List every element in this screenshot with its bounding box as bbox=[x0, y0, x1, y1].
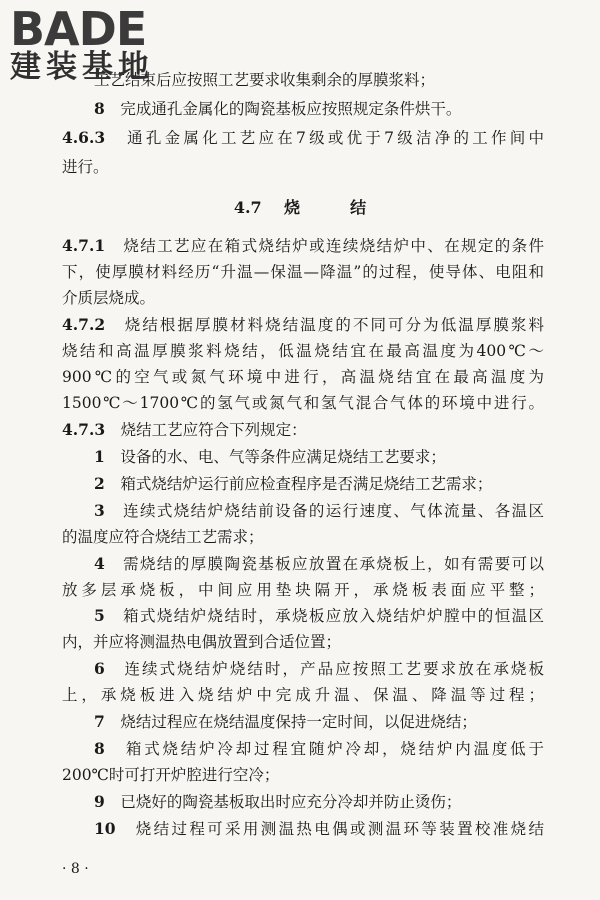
paragraph-text: 烧结过程可采用测温热电偶或测温环等装置校准烧结 bbox=[135, 820, 544, 838]
page-number: · 8 · bbox=[62, 861, 89, 877]
paragraph-text: 1500℃～1700℃的氢气或氮气和氢气混合气体的环境中进行。 bbox=[62, 394, 544, 412]
text-line bbox=[62, 632, 544, 652]
text-line bbox=[62, 447, 544, 467]
text-line bbox=[62, 157, 544, 177]
logo-wordmark: BADE bbox=[10, 2, 147, 56]
text-line bbox=[62, 739, 544, 759]
text-line bbox=[62, 315, 544, 335]
paragraph-text: 内，并应将测温热电偶放置到合适位置； bbox=[62, 633, 342, 651]
paragraph-text: 烧结工艺应在箱式烧结炉或连续烧结炉中、在规定的条件 bbox=[123, 237, 544, 255]
text-line bbox=[62, 393, 544, 413]
text-line bbox=[62, 367, 544, 387]
paragraph-text: 设备的水、电、气等条件应满足烧结工艺要求； bbox=[120, 448, 446, 466]
paragraph-text: 介质层烧成。 bbox=[62, 289, 156, 307]
paragraph-text: 烧结根据厚膜材料烧结温度的不同可分为低温厚膜浆料 bbox=[124, 316, 544, 334]
text-line bbox=[62, 685, 544, 705]
text-line bbox=[62, 765, 544, 785]
paragraph-text: 900℃的空气或氮气环境中进行，高温烧结宜在最高温度为 bbox=[62, 368, 544, 386]
text-line bbox=[62, 288, 544, 308]
paragraph-text: 通孔金属化工艺应在7级或优于7级洁净的工作间中 bbox=[127, 129, 544, 147]
section-title-part: 结 bbox=[350, 198, 367, 217]
text-line bbox=[62, 712, 544, 732]
paragraph-text: 的温度应符合烧结工艺需求； bbox=[62, 528, 264, 546]
item-number: 4 bbox=[94, 554, 105, 573]
item-number: 8 bbox=[94, 99, 105, 118]
item-number: 6 bbox=[94, 659, 105, 678]
text-line bbox=[62, 262, 544, 282]
paragraph-text: 已烧好的陶瓷基板取出时应充分冷却并防止烫伤； bbox=[120, 793, 462, 811]
item-number: 7 bbox=[94, 712, 105, 731]
clause-number: 4.7.1 bbox=[62, 236, 106, 255]
paragraph-text: 箱式烧结炉冷却过程宜随炉冷却，烧结炉内温度低于 bbox=[125, 740, 544, 758]
item-number: 5 bbox=[94, 606, 105, 625]
text-line bbox=[62, 420, 544, 440]
paragraph-text: 完成通孔金属化的陶瓷基板应按照规定条件烘干。 bbox=[120, 100, 462, 118]
paragraph-text: 连续式烧结炉烧结前设备的运行速度、气体流量、各温区 bbox=[123, 502, 544, 520]
text-line bbox=[62, 341, 544, 361]
item-number: 10 bbox=[94, 819, 116, 838]
paragraph-text: 200℃时可打开炉腔进行空冷； bbox=[62, 766, 280, 784]
paragraph-text: 需烧结的厚膜陶瓷基板应放置在承烧板上，如有需要可以 bbox=[123, 555, 544, 573]
text-line bbox=[62, 99, 544, 119]
paragraph-text: 烧结工艺应符合下列规定： bbox=[120, 421, 307, 439]
section-number: 4.7 bbox=[233, 198, 262, 217]
text-line bbox=[62, 236, 544, 256]
text-line bbox=[62, 554, 544, 574]
text-line bbox=[62, 527, 544, 547]
item-number: 8 bbox=[94, 739, 105, 758]
logo-subtitle: 建装基地 bbox=[10, 49, 154, 85]
text-line bbox=[62, 659, 544, 679]
text-line bbox=[62, 128, 544, 148]
bade-logo bbox=[10, 2, 154, 85]
text-line bbox=[62, 580, 544, 600]
paragraph-text: 放多层承烧板，中间应用垫块隔开，承烧板表面应平整； bbox=[62, 581, 544, 599]
paragraph-text: 下，使厚膜材料经历“升温—保温—降温”的过程，使导体、电阻和 bbox=[62, 263, 544, 281]
item-number: 3 bbox=[94, 501, 105, 520]
clause-number: 4.7.3 bbox=[62, 420, 106, 439]
paragraph-text: 烧结和高温厚膜浆料烧结，低温烧结宜在最高温度为400℃～ bbox=[62, 342, 544, 360]
paragraph-text: 箱式烧结炉烧结时，承烧板应放入烧结炉炉膛中的恒温区 bbox=[123, 607, 544, 625]
text-line bbox=[62, 792, 544, 812]
text-line bbox=[62, 819, 544, 839]
text-line bbox=[62, 606, 544, 626]
clause-number: 4.6.3 bbox=[62, 128, 106, 147]
clause-number: 4.7.2 bbox=[62, 315, 106, 334]
item-number: 9 bbox=[94, 792, 105, 811]
paragraph-text: 工艺结束后应按照工艺要求收集剩余的厚膜浆料； bbox=[94, 71, 436, 89]
text-line bbox=[62, 474, 544, 494]
paragraph-text: 连续式烧结炉烧结时，产品应按照工艺要求放在承烧板 bbox=[124, 660, 544, 678]
section-title-part: 烧 bbox=[283, 198, 300, 217]
paragraph-text: 烧结过程应在烧结温度保持一定时间，以促进烧结； bbox=[120, 713, 477, 731]
item-number: 1 bbox=[94, 447, 105, 466]
paragraph-text: 箱式烧结炉运行前应检查程序是否满足烧结工艺需求； bbox=[120, 475, 493, 493]
section-heading bbox=[0, 198, 600, 218]
paragraph-text: 进行。 bbox=[62, 158, 109, 176]
text-line bbox=[62, 501, 544, 521]
paragraph-text: 上，承烧板进入烧结炉中完成升温、保温、降温等过程； bbox=[62, 686, 544, 704]
item-number: 2 bbox=[94, 474, 105, 493]
